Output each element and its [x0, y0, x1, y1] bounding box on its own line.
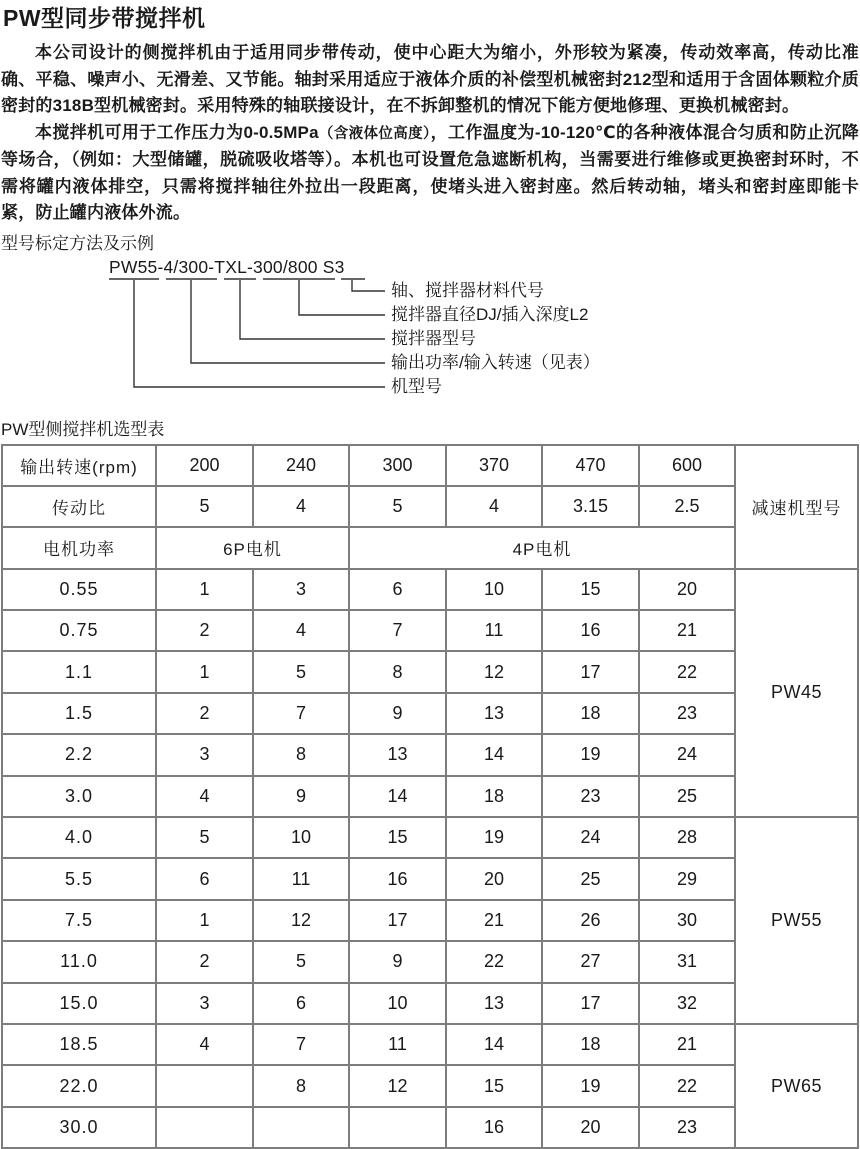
selection-number-cell: 11 — [349, 1024, 446, 1065]
label-output-power-input-speed: 输出功率/输入转速（见表） — [391, 352, 600, 374]
header-speed-value: 470 — [542, 445, 639, 486]
header-speed-value: 240 — [253, 445, 349, 486]
gearbox-model-cell: PW55 — [735, 817, 858, 1024]
motor-power-cell: 3.0 — [2, 776, 156, 817]
motor-power-cell: 15.0 — [2, 983, 156, 1024]
table-row — [2, 858, 858, 899]
selection-number-cell: 12 — [253, 900, 349, 941]
selection-number-cell: 3 — [156, 983, 253, 1024]
selection-number-cell: 11 — [253, 858, 349, 899]
selection-number-cell: 28 — [639, 817, 735, 858]
motor-power-cell: 1.5 — [2, 693, 156, 734]
selection-number-cell: 19 — [542, 734, 639, 775]
selection-number-cell: 15 — [446, 1065, 542, 1106]
selection-number-cell — [156, 1065, 253, 1106]
selection-number-cell: 29 — [639, 858, 735, 899]
selection-number-cell: 6 — [349, 569, 446, 610]
selection-number-cell: 15 — [542, 569, 639, 610]
selection-number-cell: 16 — [446, 1107, 542, 1148]
motor-power-cell: 18.5 — [2, 1024, 156, 1065]
header-4p-motor: 4P电机 — [349, 527, 735, 568]
selection-number-cell: 22 — [639, 651, 735, 692]
selection-number-cell: 4 — [253, 610, 349, 651]
selection-number-cell: 10 — [446, 569, 542, 610]
selection-number-cell: 21 — [639, 610, 735, 651]
header-row-ratio — [2, 486, 858, 527]
label-machine-model: 机型号 — [391, 376, 442, 398]
table-row — [2, 817, 858, 858]
selection-number-cell: 6 — [253, 983, 349, 1024]
gearbox-model-cell: PW65 — [735, 1024, 858, 1148]
selection-number-cell: 18 — [542, 1024, 639, 1065]
selection-number-cell: 19 — [446, 817, 542, 858]
header-speed-value: 370 — [446, 445, 542, 486]
table-row — [2, 693, 858, 734]
header-ratio-value: 4 — [446, 486, 542, 527]
selection-number-cell: 24 — [639, 734, 735, 775]
selection-number-cell: 25 — [639, 776, 735, 817]
selection-number-cell: 7 — [349, 610, 446, 651]
selection-number-cell: 32 — [639, 983, 735, 1024]
selection-number-cell: 9 — [253, 776, 349, 817]
selection-number-cell: 20 — [542, 1107, 639, 1148]
selection-number-cell: 20 — [639, 569, 735, 610]
selection-number-cell: 21 — [446, 900, 542, 941]
table-row — [2, 983, 858, 1024]
selection-number-cell: 1 — [156, 651, 253, 692]
selection-number-cell: 14 — [446, 734, 542, 775]
selection-number-cell: 14 — [349, 776, 446, 817]
selection-number-cell: 7 — [253, 693, 349, 734]
model-example: PW55-4/300-TXL-300/800 S3 — [109, 256, 345, 278]
selection-number-cell: 18 — [446, 776, 542, 817]
header-motor-power-label: 电机功率 — [2, 527, 156, 568]
selection-number-cell: 23 — [639, 693, 735, 734]
label-impeller-type: 搅拌器型号 — [391, 328, 476, 350]
selection-number-cell: 17 — [542, 983, 639, 1024]
header-speed-value: 600 — [639, 445, 735, 486]
gearbox-model-cell: PW45 — [735, 569, 858, 817]
motor-power-cell: 30.0 — [2, 1107, 156, 1148]
selection-number-cell: 10 — [253, 817, 349, 858]
header-6p-motor: 6P电机 — [156, 527, 349, 568]
selection-number-cell: 19 — [542, 1065, 639, 1106]
selection-number-cell: 1 — [156, 569, 253, 610]
paragraph-usage-text-2: ，工作温度为-10-120℃的各种液体混合匀质和防止沉降等场合，（例如：大型储罐，脱硫吸收塔等）。本机也可设置危急遮断机构，当需要进行维修或更换密封环时，不需将罐内液体排空，只需将搅拌轴往外拉出一段距离，使堵头进入密封座。然后转动轴，堵头和密封座即能卡紧，防止罐内液体外流。 — [1, 123, 859, 223]
selection-number-cell: 25 — [542, 858, 639, 899]
motor-power-cell: 0.55 — [2, 569, 156, 610]
header-speed-value: 300 — [349, 445, 446, 486]
selection-number-cell: 15 — [349, 817, 446, 858]
selection-number-cell: 6 — [156, 858, 253, 899]
table-row — [2, 776, 858, 817]
header-row-motor-power — [2, 527, 858, 568]
table-body — [2, 569, 858, 1148]
motor-power-cell: 1.1 — [2, 651, 156, 692]
selection-number-cell: 17 — [349, 900, 446, 941]
table-row — [2, 1024, 858, 1065]
selection-number-cell: 8 — [349, 651, 446, 692]
selection-number-cell: 16 — [349, 858, 446, 899]
selection-number-cell: 20 — [446, 858, 542, 899]
selection-number-cell: 23 — [542, 776, 639, 817]
motor-power-cell: 2.2 — [2, 734, 156, 775]
selection-number-cell: 13 — [446, 693, 542, 734]
header-speed-value: 200 — [156, 445, 253, 486]
selection-number-cell — [253, 1107, 349, 1148]
selection-number-cell: 2 — [156, 693, 253, 734]
selection-number-cell: 13 — [349, 734, 446, 775]
table-row — [2, 734, 858, 775]
label-shaft-material-code: 轴、搅拌器材料代号 — [391, 280, 544, 302]
header-row-output-speed — [2, 445, 858, 486]
motor-power-cell: 7.5 — [2, 900, 156, 941]
selection-number-cell: 30 — [639, 900, 735, 941]
selection-number-cell: 12 — [446, 651, 542, 692]
selection-number-cell: 8 — [253, 734, 349, 775]
selection-number-cell: 9 — [349, 941, 446, 982]
selection-number-cell: 21 — [639, 1024, 735, 1065]
selection-number-cell: 5 — [253, 941, 349, 982]
paragraph-usage-paren: （含液体位高度） — [319, 126, 431, 142]
motor-power-cell: 4.0 — [2, 817, 156, 858]
selection-number-cell: 13 — [446, 983, 542, 1024]
selection-number-cell: 3 — [156, 734, 253, 775]
model-designation-heading: 型号标定方法及示例 — [1, 231, 859, 256]
selection-number-cell: 16 — [542, 610, 639, 651]
table-row — [2, 610, 858, 651]
motor-power-cell: 0.75 — [2, 610, 156, 651]
selection-number-cell: 26 — [542, 900, 639, 941]
paragraph-usage-text-1: 本搅拌机可用于工作压力为0-0.5MPa — [35, 123, 319, 142]
selection-number-cell: 2 — [156, 610, 253, 651]
motor-power-cell: 22.0 — [2, 1065, 156, 1106]
selection-number-cell: 14 — [446, 1024, 542, 1065]
selection-number-cell — [156, 1107, 253, 1148]
selection-number-cell: 4 — [156, 776, 253, 817]
table-row — [2, 1107, 858, 1148]
table-row — [2, 900, 858, 941]
selection-number-cell: 12 — [349, 1065, 446, 1106]
selection-table — [1, 444, 859, 1149]
selection-number-cell: 1 — [156, 900, 253, 941]
selection-number-cell: 8 — [253, 1065, 349, 1106]
table-row — [2, 1065, 858, 1106]
selection-number-cell: 17 — [542, 651, 639, 692]
table-row — [2, 569, 858, 610]
header-gearbox-model-label: 减速机型号 — [735, 445, 858, 569]
header-ratio-value: 2.5 — [639, 486, 735, 527]
selection-number-cell: 24 — [542, 817, 639, 858]
selection-number-cell: 22 — [639, 1065, 735, 1106]
selection-number-cell: 3 — [253, 569, 349, 610]
header-ratio-value: 5 — [156, 486, 253, 527]
label-impeller-diameter-depth: 搅拌器直径DJ/插入深度L2 — [391, 304, 588, 326]
selection-number-cell: 31 — [639, 941, 735, 982]
selection-number-cell: 11 — [446, 610, 542, 651]
paragraph-intro: 本公司设计的侧搅拌机由于适用同步带传动，使中心距大为缩小，外形较为紧凑，传动效率高，传动比准确、平稳、噪声小、无滑差、又节能。轴封采用适应于液体介质的补偿型机械密封212型和适用于含固体颗粒介质密封的318B型机械密封。采用特殊的轴联接设计，在不拆卸整机的情况下能方便地修理、更换机械密封。 — [1, 40, 859, 120]
table-row — [2, 941, 858, 982]
motor-power-cell: 11.0 — [2, 941, 156, 982]
selection-table-caption: PW型侧搅拌机选型表 — [1, 418, 859, 442]
motor-power-cell: 5.5 — [2, 858, 156, 899]
header-ratio-value: 3.15 — [542, 486, 639, 527]
page-title: PW型同步带搅拌机 — [3, 5, 859, 31]
selection-number-cell: 10 — [349, 983, 446, 1024]
selection-number-cell: 9 — [349, 693, 446, 734]
header-output-speed-label: 输出转速(rpm) — [2, 445, 156, 486]
selection-number-cell — [349, 1107, 446, 1148]
selection-number-cell: 18 — [542, 693, 639, 734]
selection-number-cell: 27 — [542, 941, 639, 982]
selection-number-cell: 5 — [253, 651, 349, 692]
table-row — [2, 651, 858, 692]
paragraph-usage — [1, 120, 859, 227]
header-ratio-label: 传动比 — [2, 486, 156, 527]
selection-number-cell: 5 — [156, 817, 253, 858]
selection-number-cell: 22 — [446, 941, 542, 982]
header-ratio-value: 5 — [349, 486, 446, 527]
selection-number-cell: 7 — [253, 1024, 349, 1065]
selection-number-cell: 4 — [156, 1024, 253, 1065]
header-ratio-value: 4 — [253, 486, 349, 527]
model-designation-diagram — [1, 256, 859, 414]
selection-number-cell: 2 — [156, 941, 253, 982]
selection-number-cell: 23 — [639, 1107, 735, 1148]
